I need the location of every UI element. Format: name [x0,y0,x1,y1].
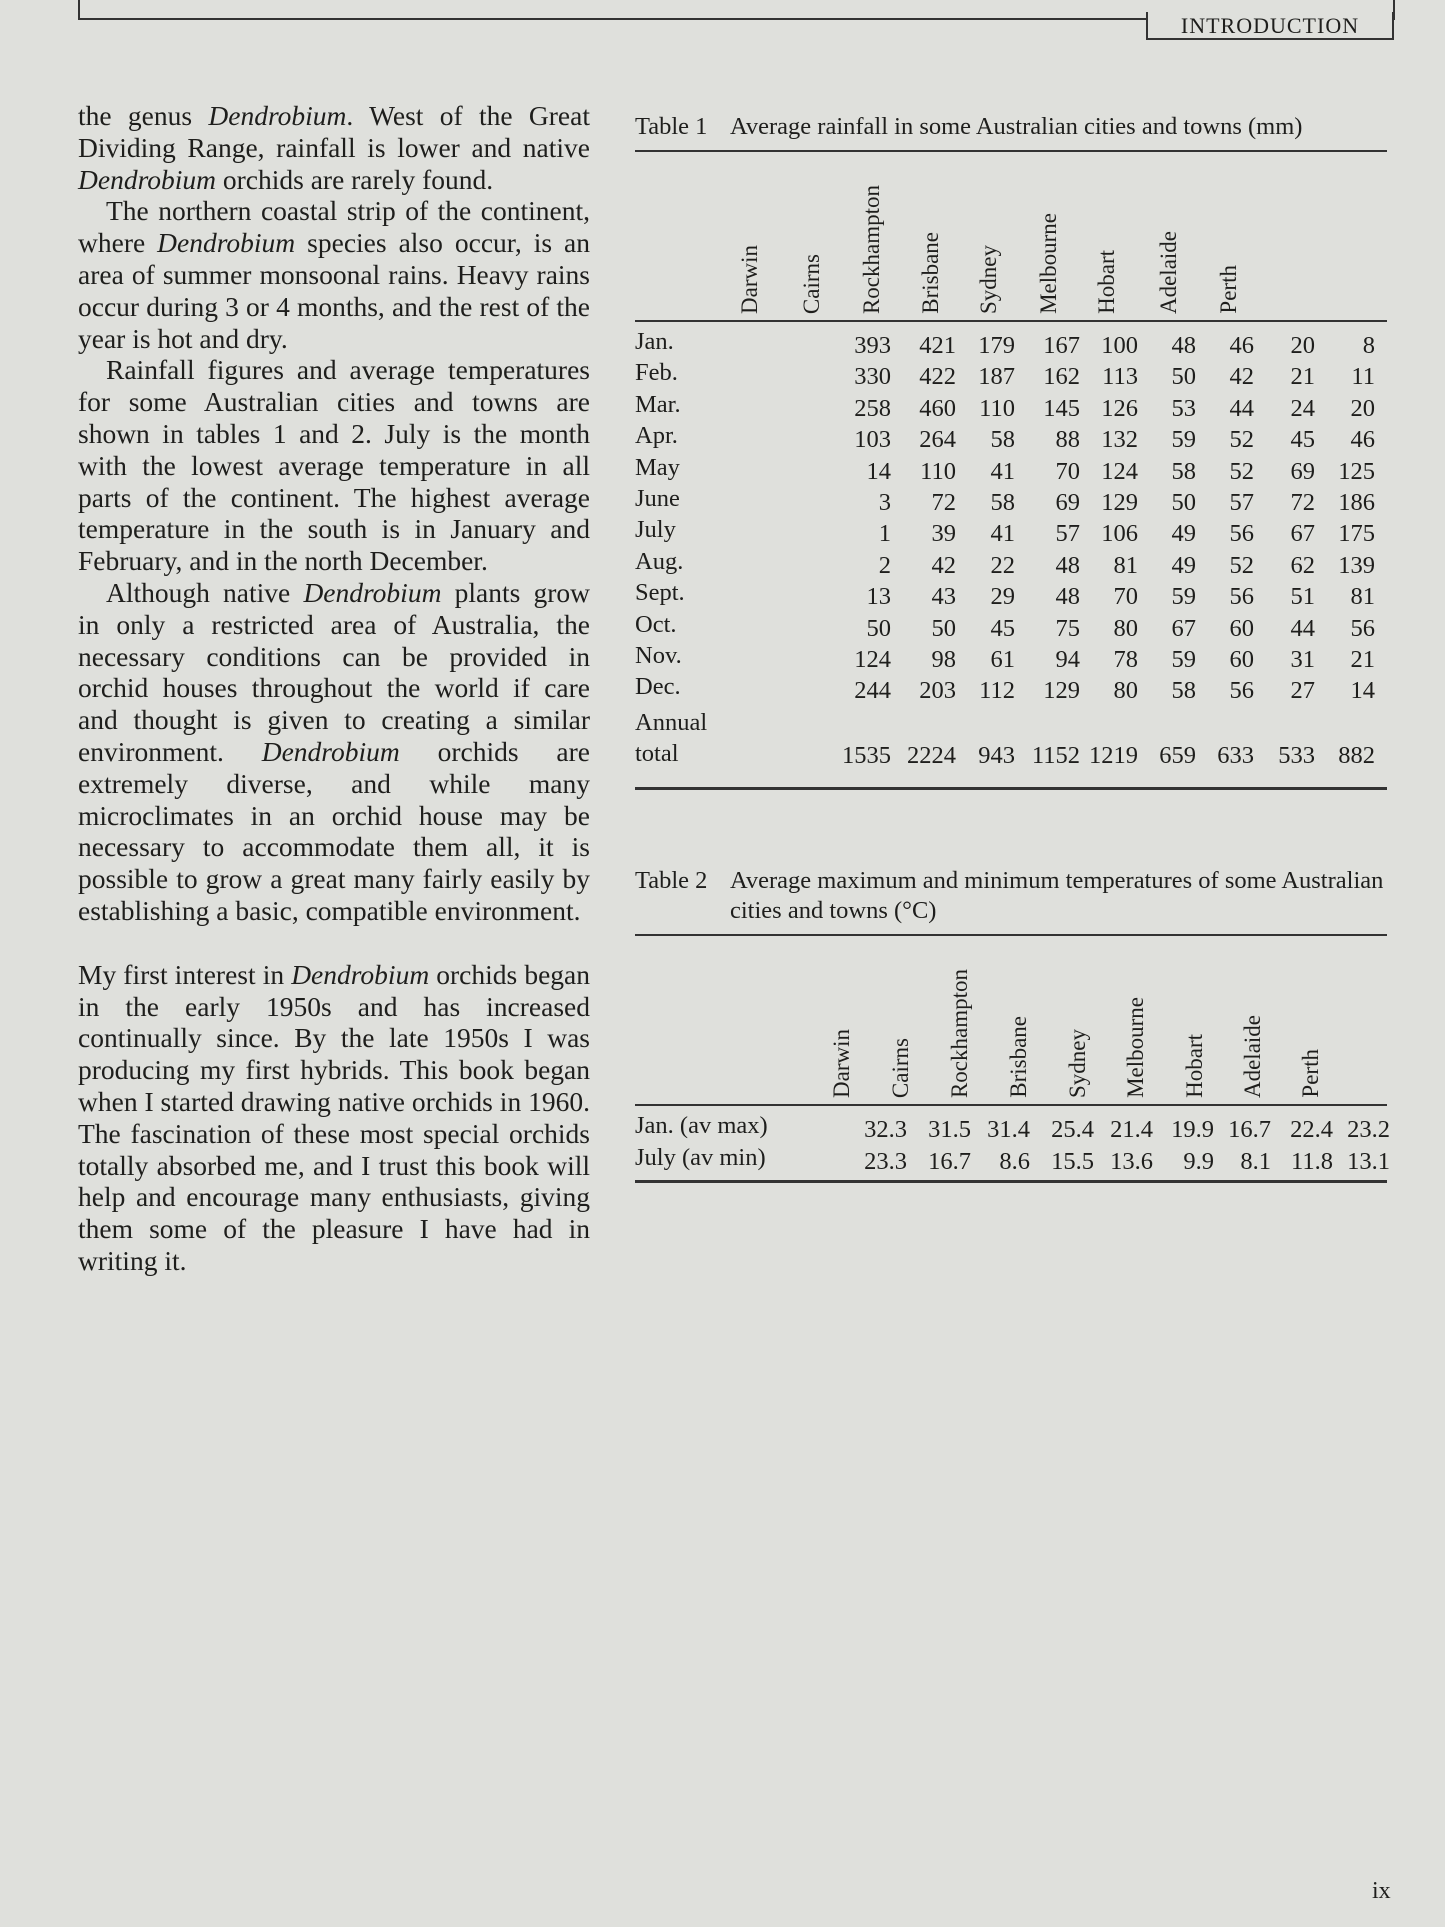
table-1-cell: 72 [1290,488,1315,516]
table-1-cell: 113 [1102,363,1138,391]
table-1-total-label-annual: Annual [635,708,708,736]
table-1-row [635,422,1387,453]
table-2-cell: 15.5 [1051,1148,1094,1175]
table-1-cell: 20 [1290,332,1315,359]
table-1-row-label: Mar. [635,390,681,418]
table-1-cell: 51 [1290,583,1315,611]
table-2-caption [635,866,1387,926]
table-1-cell: 50 [866,614,891,642]
table-1-total-cell: 1152 [1031,741,1080,769]
table-2-col-header: Perth [1298,1049,1323,1098]
table-1-col-header: Darwin [737,245,762,314]
table-2-cell: 25.4 [1051,1116,1094,1143]
table-2-row [635,1144,1390,1176]
table-1-row-label: Aug. [635,547,684,575]
table-1-cell: 45 [990,614,1015,642]
running-header: INTRODUCTION [1146,12,1394,40]
table-1-cell: 42 [1229,363,1254,391]
table-1-cell: 57 [1055,520,1080,548]
table-1-row-label: Sept. [635,579,685,607]
table-1-cell: 60 [1229,614,1254,642]
table-1-total-cell: 533 [1278,741,1315,769]
table-2-bottom-rule [635,1180,1387,1183]
table-1-cell: 2 [878,551,891,579]
table-1-cell: 1 [878,520,891,548]
table-1-cell: 21 [1350,645,1375,673]
table-2-cell: 13.6 [1110,1148,1153,1175]
table-1-cell: 421 [919,332,956,359]
table-1-cell: 56 [1350,614,1375,642]
table-2-cell: 13.1 [1347,1148,1390,1175]
table-1-cell: 70 [1113,583,1138,611]
table-1-cell: 44 [1229,394,1254,422]
table-1-cell: 129 [1101,488,1138,516]
table-1-row-label: July [635,516,676,544]
table-1-col-header: Melbourne [1036,213,1061,314]
table-1-cell: 41 [990,457,1015,485]
italic-term: Dendrobium [78,163,216,195]
table-1-col-header: Cairns [799,253,824,314]
paragraph-5: My first interest in Dendrobium orchids began in the early 1950s and has increased continually since. By the late 1950s I was producing my first hybrids. This book began when I started drawing native orchids in 1960. The fascination of these most special orchids totally absorbed me, and I trust this book will help and encourage many enthusiasts, giving them some of the pleasure I have had in writing it. [78,958,590,1276]
table-1-cell: 330 [854,363,891,391]
table-2-row-label: Jan. (av max) [635,1112,768,1139]
table-1-cell: 58 [990,426,1015,454]
table-2-cell: 23.3 [864,1148,907,1175]
table-1-cell: 162 [1043,363,1080,391]
table-1-cell: 129 [1043,677,1080,705]
table-1-cell: 8 [1362,332,1375,359]
table-1-cell: 393 [854,332,891,359]
table-2-cell: 8.6 [999,1148,1030,1175]
table-1-cell: 72 [931,488,956,516]
table-1-cell: 139 [1338,551,1375,579]
table-1-row-label: June [635,484,680,512]
table-1-cell: 179 [978,332,1015,359]
table-1-cell: 175 [1338,520,1375,548]
table-1-total-cell: 882 [1338,741,1375,769]
table-1-body [635,328,1387,705]
table-1-cell: 145 [1043,394,1080,422]
table-1-row [635,391,1387,422]
table-1-cell: 42 [931,551,956,579]
table-1-row [635,359,1387,390]
table-1-cell: 81 [1350,583,1375,611]
table-1-cell: 88 [1055,426,1080,454]
table-1-cell: 59 [1171,645,1196,673]
table-1-cell: 244 [854,677,891,705]
table-1-cell: 126 [1101,394,1138,422]
table-1-cell: 24 [1290,394,1315,422]
table-1-cell: 49 [1171,551,1196,579]
italic-term: Dendrobium [208,100,347,131]
table-1-total-cell: 659 [1159,741,1196,769]
table-2-col-header: Adelaide [1240,1014,1265,1098]
table-1-totals [635,738,1387,769]
table-1-cell: 78 [1113,645,1138,673]
table-1-cell: 13 [866,583,891,611]
table-1-cell: 39 [931,520,956,548]
paragraph-4: Although native Dendrobium plants grow in only a restricted area of Australia, the necessary conditions can be provided in orchid houses throughout the world if care and thought is given to creating a similar environment. Dendrobium orchids are extremely diverse, and while many microclimates in an orchid house may be necessary to accommodate them all, it is possible to grow a great many fairly easily by establishing a basic, compatible environment. [78,576,590,926]
table-2-col-header: Rockhampton [947,968,972,1098]
table-1-column-headers [635,152,1387,320]
table-1-row-label: May [635,453,680,481]
paragraph-1: the genus Dendrobium. West of the Great Dividing Range, rainfall is lower and native Dendrobium orchids are rarely found. [78,100,590,195]
table-1-row [635,611,1387,642]
table-1-cell: 98 [931,645,956,673]
table-2-title: Average maximum and minimum temperatures of some Australian cities and towns (°C) [730,867,1384,924]
table-1-cell: 132 [1101,426,1138,454]
table-1-cell: 56 [1229,583,1254,611]
table-1-cell: 125 [1338,457,1375,485]
table-1-cell: 52 [1229,551,1254,579]
table-1-total-cell: 633 [1217,741,1254,769]
table-1-cell: 52 [1229,426,1254,454]
italic-term: Dendrobium [291,958,430,990]
table-2-row [635,1112,1390,1144]
table-1-cell: 53 [1171,394,1196,422]
table-1-col-header: Sydney [976,245,1001,314]
table-2-header-rule [635,1104,1387,1106]
table-1-title: Average rainfall in some Australian cities and towns (mm) [730,113,1303,140]
table-1-bottom-rule [635,787,1387,790]
paragraph-2: The northern coastal strip of the continent, where Dendrobium species also occur, is an area of summer monsoonal rains. Heavy rains occur during 3 or 4 months, and the rest of the year is hot and dry. [78,195,590,354]
table-1-cell: 44 [1290,614,1315,642]
table-1-total-cell: 1219 [1089,741,1138,769]
table-1-cell: 31 [1290,645,1315,673]
table-1-cell: 22 [990,551,1015,579]
table-1-cell: 58 [1171,677,1196,705]
table-1-cell: 50 [931,614,956,642]
table-2-cell: 22.4 [1290,1116,1333,1143]
table-2-cell: 16.7 [928,1148,971,1175]
table-1-cell: 203 [919,677,956,705]
table-2-cell: 31.5 [928,1116,971,1143]
table-2-cell: 8.1 [1240,1148,1271,1175]
table-2-col-header: Melbourne [1123,997,1148,1098]
table-1-cell: 264 [919,426,956,454]
table-1-cell: 48 [1055,583,1080,611]
table-1-cell: 103 [854,426,891,454]
table-1-cell: 46 [1350,426,1375,454]
table-1-cell: 124 [854,645,891,673]
paragraph-3: Rainfall figures and average temperatures for some Australian cities and towns are shown in tables 1 and 2. July is the month with the lowest average temperature in all parts of the continent. The highest average temperature in the south is in January and February, and in the north December. [78,354,590,577]
table-1-cell: 70 [1055,457,1080,485]
table-1-row-label: Apr. [635,422,678,450]
table-1-cell: 62 [1290,551,1315,579]
table-1-row-label: Jan. [635,328,674,355]
table-1-rainfall [635,112,1387,790]
table-1-total-cell: 943 [978,741,1015,769]
table-1-cell: 112 [979,677,1015,705]
table-1-cell: 69 [1055,488,1080,516]
table-1-cell: 80 [1113,677,1138,705]
table-1-cell: 167 [1043,332,1080,359]
table-1-cell: 46 [1229,332,1254,359]
table-1-header-rule [635,320,1387,322]
table-1-cell: 3 [878,488,891,516]
table-2-col-header: Darwin [829,1029,854,1098]
table-1-row-label: Dec. [635,673,681,701]
table-1-cell: 21 [1290,363,1315,391]
table-1-cell: 57 [1229,488,1254,516]
table-1-cell: 27 [1290,677,1315,705]
table-1-col-header: Hobart [1094,250,1119,314]
table-1-cell: 29 [990,583,1015,611]
table-1-cell: 48 [1171,332,1196,359]
table-1-cell: 80 [1113,614,1138,642]
table-2-number: Table 2 [635,867,708,894]
table-1-cell: 258 [854,394,891,422]
table-1-cell: 58 [1171,457,1196,485]
table-1-row [635,579,1387,610]
table-1-cell: 59 [1171,426,1196,454]
table-1-cell: 187 [978,363,1015,391]
table-1-col-header: Brisbane [918,232,943,314]
table-1-cell: 58 [990,488,1015,516]
table-2-column-headers [635,936,1387,1104]
table-1-cell: 60 [1229,645,1254,673]
table-1-cell: 59 [1171,583,1196,611]
table-1-cell: 61 [990,645,1015,673]
table-1-row [635,454,1387,485]
table-2-body [635,1112,1390,1176]
table-1-row [635,548,1387,579]
table-2-temperature [635,866,1390,1183]
table-1-cell: 110 [920,457,956,485]
table-2-row-label: July (av min) [635,1144,766,1171]
table-2-cell: 21.4 [1110,1116,1153,1143]
table-2-col-header: Cairns [888,1037,913,1098]
table-1-col-header: Perth [1216,265,1241,314]
table-1-cell: 94 [1055,645,1080,673]
table-1-cell: 75 [1055,614,1080,642]
table-2-cell: 23.2 [1347,1116,1390,1143]
table-1-row [635,485,1387,516]
table-2-col-header: Hobart [1182,1034,1207,1098]
table-1-cell: 81 [1113,551,1138,579]
table-1-row-label: Nov. [635,641,682,669]
table-1-total-row [635,705,1387,775]
table-1-cell: 106 [1101,520,1138,548]
table-1-cell: 11 [1351,363,1375,391]
table-1-cell: 67 [1290,520,1315,548]
table-1-row [635,642,1387,673]
table-1-total-label-total: total [635,739,679,767]
italic-term: Dendrobium [261,735,400,767]
table-1-cell: 460 [919,394,956,422]
page-number: ix [1372,1878,1391,1904]
table-2-cell: 9.9 [1183,1148,1214,1175]
table-1-row-label: Oct. [635,610,677,638]
table-2-col-header: Brisbane [1006,1016,1031,1098]
table-1-cell: 14 [866,457,891,485]
table-1-row [635,328,1387,359]
table-1-cell: 422 [919,363,956,391]
table-1-cell: 50 [1171,488,1196,516]
table-1-col-header: Rockhampton [859,184,884,314]
table-1-cell: 20 [1350,394,1375,422]
italic-term: Dendrobium [157,227,296,259]
table-1-cell: 45 [1290,426,1315,454]
table-1-cell: 52 [1229,457,1254,485]
table-2-cell: 19.9 [1171,1116,1214,1143]
table-1-cell: 100 [1101,332,1138,359]
table-1-cell: 67 [1171,614,1196,642]
table-1-cell: 69 [1290,457,1315,485]
table-2-cell: 16.7 [1228,1116,1271,1143]
table-1-row [635,673,1387,704]
table-1-total-cell: 1535 [842,741,891,769]
table-2-cell: 11.8 [1291,1148,1333,1175]
table-1-cell: 41 [990,520,1015,548]
table-1-cell: 43 [931,583,956,611]
table-1-cell: 110 [979,394,1015,422]
table-2-cell: 32.3 [864,1116,907,1143]
table-2-col-header: Sydney [1065,1029,1090,1098]
table-1-cell: 124 [1101,457,1138,485]
table-1-col-header: Adelaide [1156,230,1181,314]
table-1-row [635,516,1387,547]
table-1-caption [635,112,1387,142]
table-1-cell: 14 [1350,677,1375,705]
table-1-cell: 186 [1338,488,1375,516]
table-1-total-cell: 2224 [907,741,956,769]
table-1-row-label: Feb. [635,359,678,387]
table-1-cell: 49 [1171,520,1196,548]
table-1-number: Table 1 [635,113,708,140]
italic-term: Dendrobium [303,576,442,608]
table-1-cell: 56 [1229,677,1254,705]
table-1-cell: 50 [1171,363,1196,391]
table-1-cell: 48 [1055,551,1080,579]
table-1-cell: 56 [1229,520,1254,548]
table-2-cell: 31.4 [987,1116,1030,1143]
body-text-column [78,100,590,1277]
